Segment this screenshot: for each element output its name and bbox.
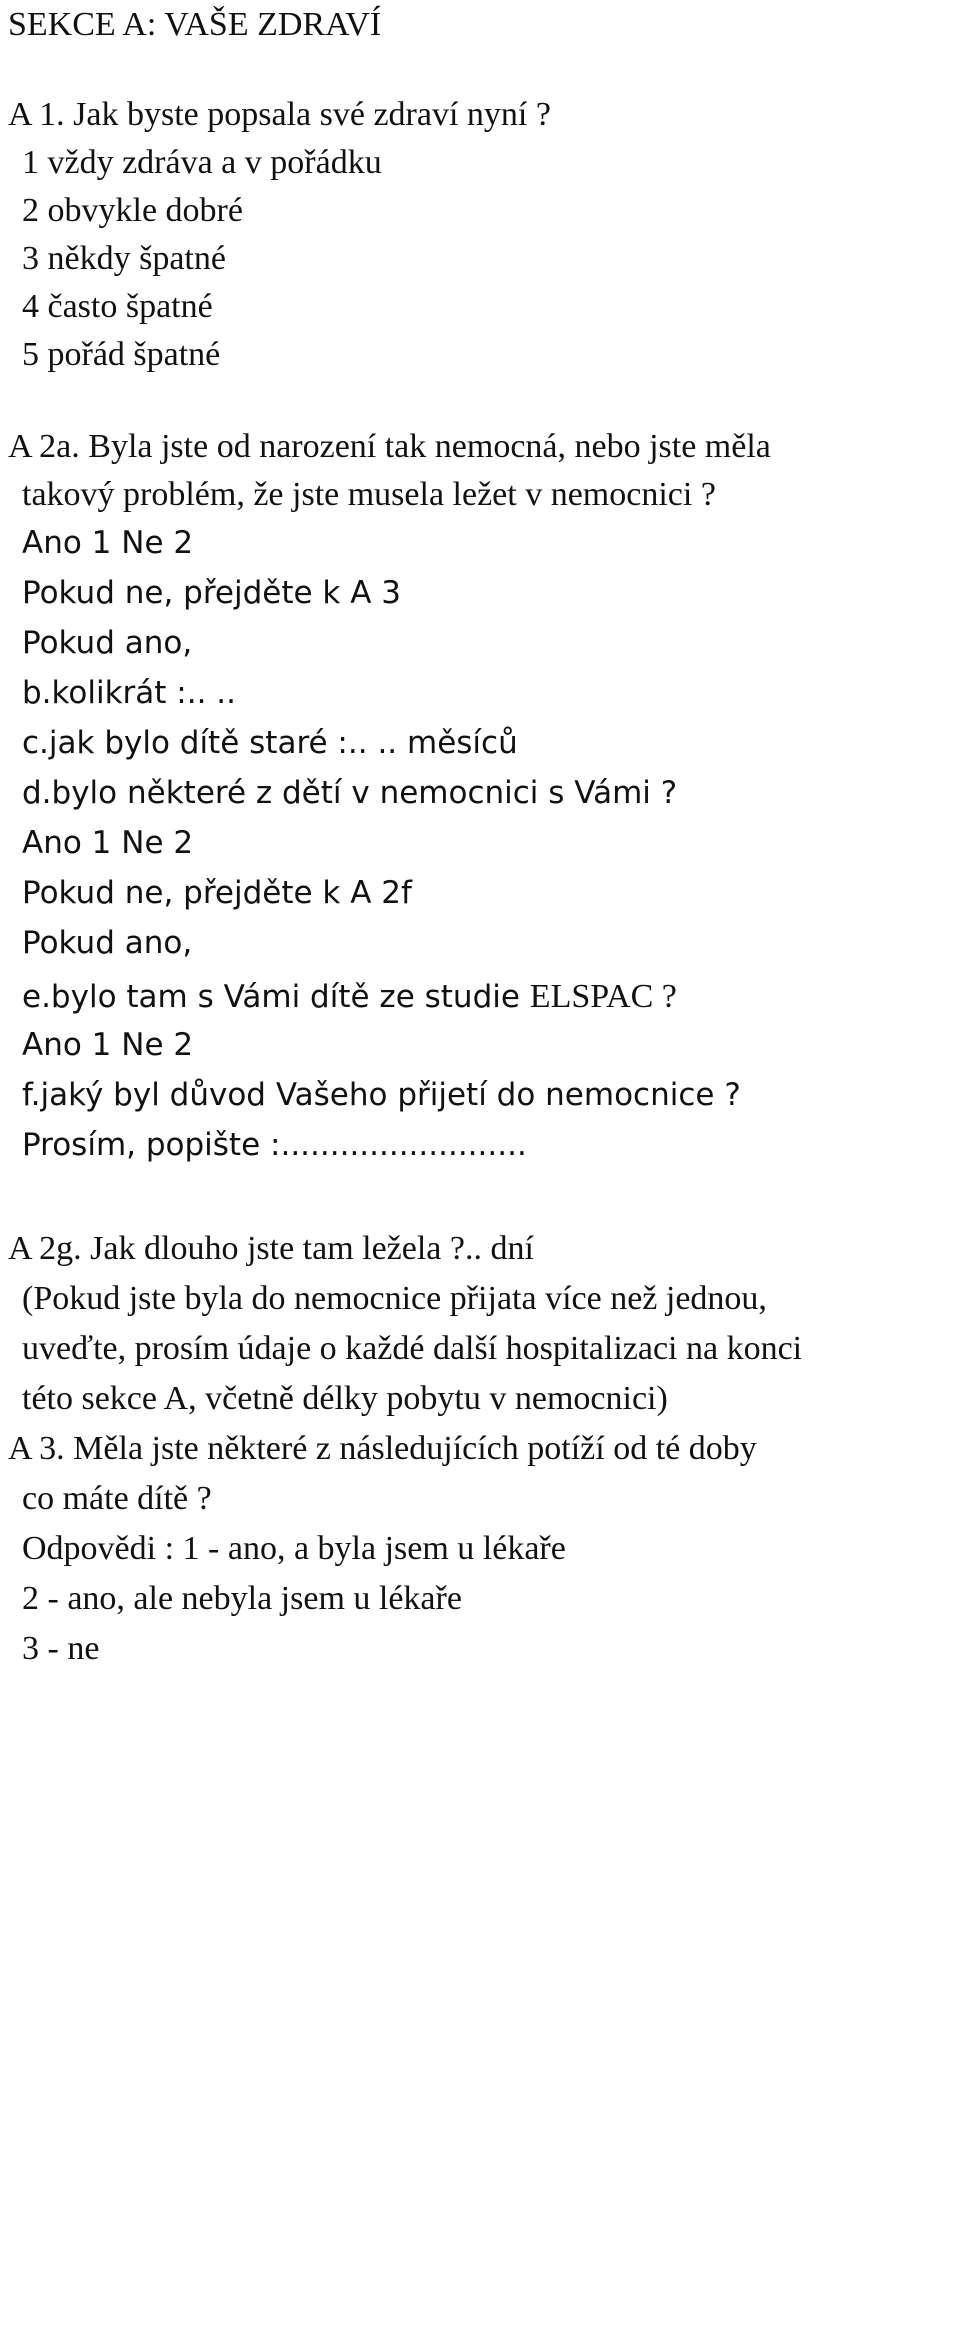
note-a2g-line3: této sekce A, včetně délky pobytu v nemocnici): [22, 1380, 668, 1417]
question-a2a-line1: A 2a. Byla jste od narození tak nemocná, nebo jste měla: [8, 428, 771, 465]
question-a2e-prefix: e.bylo tam s Vámi dítě ze studie: [22, 979, 530, 1015]
option-a1-3: 3 někdy špatné: [22, 240, 226, 277]
answers-label-a3: Odpovědi : 1 - ano, a byla jsem u lékaře: [22, 1530, 566, 1567]
question-a2c: c.jak bylo dítě staré :.. .. měsíců: [22, 725, 518, 761]
skip-a2d: Pokud ne, přejděte k A 2f: [22, 875, 412, 911]
option-a1-5: 5 pořád špatné: [22, 336, 221, 373]
if-yes-a2a: Pokud ano,: [22, 625, 193, 661]
option-a1-4: 4 často špatné: [22, 288, 213, 325]
question-a3-line2: co máte dítě ?: [22, 1480, 212, 1517]
answer-a2e: Ano 1 Ne 2: [22, 1027, 194, 1063]
note-a2g-line2: uveďte, prosím údaje o každé další hospitalizaci na konci: [22, 1330, 803, 1367]
answer-a3-3: 3 - ne: [22, 1630, 100, 1667]
question-a1: A 1. Jak byste popsala své zdraví nyní ?: [8, 96, 551, 133]
question-a2f: f.jaký byl důvod Vašeho přijetí do nemocnice ?: [22, 1077, 741, 1113]
question-a2e-suffix: ELSPAC ?: [529, 978, 677, 1015]
question-a2a-line2: takový problém, že jste musela ležet v nemocnici ?: [22, 476, 716, 513]
answer-a2a: Ano 1 Ne 2: [22, 525, 194, 561]
answer-a2d: Ano 1 Ne 2: [22, 825, 194, 861]
option-a1-2: 2 obvykle dobré: [22, 192, 243, 229]
answer-a3-2: 2 - ano, ale nebyla jsem u lékaře: [22, 1580, 462, 1617]
question-a2b: b.kolikrát :.. ..: [22, 675, 236, 711]
question-a3-line1: A 3. Měla jste některé z následujících potíží od té doby: [8, 1430, 757, 1467]
option-a1-1: 1 vždy zdráva a v pořádku: [22, 144, 382, 181]
skip-a2a: Pokud ne, přejděte k A 3: [22, 575, 402, 611]
if-yes-a2d: Pokud ano,: [22, 925, 193, 961]
question-a2g: A 2g. Jak dlouho jste tam ležela ?.. dní: [8, 1230, 534, 1267]
question-a2d: d.bylo některé z dětí v nemocnici s Vámi ?: [22, 775, 678, 811]
question-a2e: [22, 980, 677, 1014]
prompt-a2f: Prosím, popište :.........................: [22, 1127, 527, 1163]
note-a2g-line1: (Pokud jste byla do nemocnice přijata více než jednou,: [22, 1280, 767, 1317]
section-title: SEKCE A: VAŠE ZDRAVÍ: [8, 6, 382, 43]
